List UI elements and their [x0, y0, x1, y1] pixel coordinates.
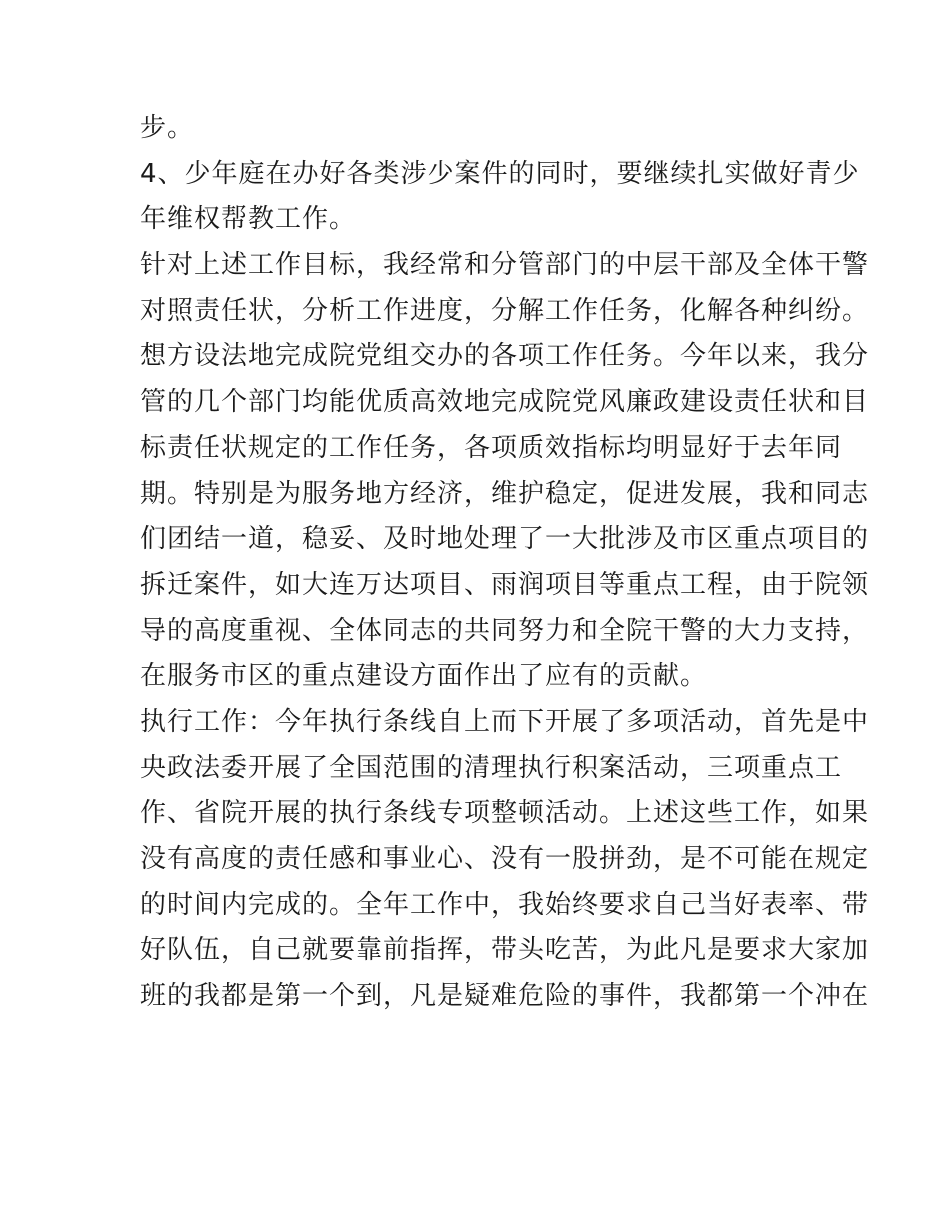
text-line: 对照责任状，分析工作进度，分解工作任务，化解各种纠纷。: [140, 295, 870, 326]
text-line: 管的几个部门均能优质高效地完成院党风廉政建设责任状和目: [140, 387, 870, 418]
text-line: 央政法委开展了全国范围的清理执行积案活动，三项重点工: [140, 752, 843, 783]
text-line: 的时间内完成的。全年工作中，我始终要求自己当好表率、带: [140, 889, 870, 920]
text-line: 好队伍，自己就要靠前指挥，带头吃苦，为此凡是要求大家加: [140, 935, 870, 966]
text-line: 拆迁案件，如大连万达项目、雨润项目等重点工程，由于院领: [140, 569, 870, 600]
text-line: 们团结一道，稳妥、及时地处理了一大批涉及市区重点项目的: [140, 524, 870, 555]
text-line: 期。特别是为服务地方经济，维护稳定，促进发展，我和同志: [140, 478, 870, 509]
text-line: 执行工作：今年执行条线自上而下开展了多项活动，首先是中: [140, 706, 870, 737]
text-line: 想方设法地完成院党组交办的各项工作任务。今年以来，我分: [140, 341, 870, 372]
text-line: 班的我都是第一个到，凡是疑难危险的事件，我都第一个冲在: [140, 981, 870, 1012]
text-line: 没有高度的责任感和事业心、没有一股拼劲，是不可能在规定: [140, 844, 870, 874]
text-line: 针对上述工作目标，我经常和分管部门的中层干部及全体干警: [140, 250, 870, 281]
text-line: 步。: [140, 113, 195, 143]
text-line: 导的高度重视、全体同志的共同努力和全院干警的大力支持，: [140, 615, 870, 646]
body-text: [140, 106, 870, 1020]
text-line: 在服务市区的重点建设方面作出了应有的贡献。: [140, 661, 708, 692]
text-line: 年维权帮教工作。: [140, 204, 357, 235]
text-line: 标责任状规定的工作任务，各项质效指标均明显好于去年同: [140, 432, 843, 463]
text-line: 作、省院开展的执行条线专项整顿活动。上述这些工作，如果: [140, 798, 870, 829]
text-line: 4、少年庭在办好各类涉少案件的同时，要继续扎实做好青少: [140, 158, 860, 189]
